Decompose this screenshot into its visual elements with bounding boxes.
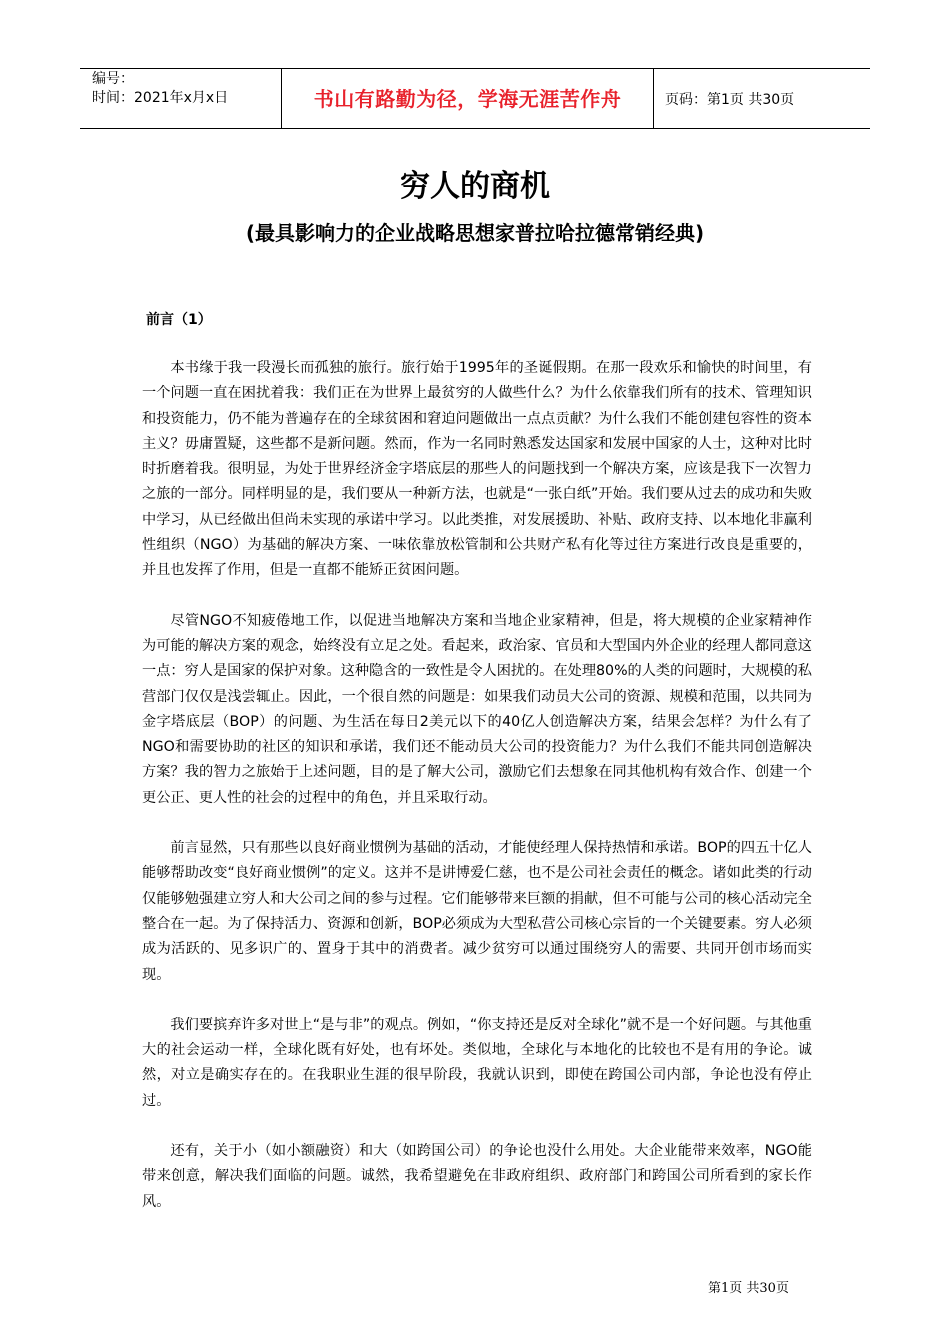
document-subtitle: (最具影响力的企业战略思想家普拉哈拉德常销经典)	[245, 221, 705, 245]
body-paragraph: 我们要摈弃许多对世上“是与非”的观点。例如，“你支持还是反对全球化”就不是一个好问题。与其他重大的社会运动一样，全球化既有好处，也有坏处。类似地，全球化与本地化的比较也不是有用的争论。诚然，对立是确实存在的。在我职业生涯的很早阶段，我就认识到，即使在跨国公司内部，争论也没有停止过。	[142, 1016, 812, 1109]
body-content	[142, 356, 812, 1240]
header-page-info: 页码：第1页 共30页	[665, 92, 795, 108]
header-meta	[92, 70, 228, 108]
header-divider	[653, 68, 654, 128]
header-motto: 书山有路勤为径，学海无涯苦作舟	[313, 87, 622, 111]
body-paragraph: 前言显然，只有那些以良好商业惯例为基础的活动，才能使经理人保持热情和承诺。BOP的四五十亿人能够帮助改变“良好商业惯例”的定义。这并不是讲博爱仁慈，也不是公司社会责任的概念。诸如此类的行动仅能够勉强建立穷人和大公司之间的参与过程。它们能够带来巨额的捐献，但不可能与公司的核心活动完全整合在一起。为了保持活力、资源和创新，BOP必须成为大型私营公司核心宗旨的一个关键要素。穷人必须成为活跃的、见多识广的、置身于其中的消费者。减少贫穷可以通过围绕穷人的需要、共同开创市场而实现。	[142, 840, 812, 983]
footer-page-number: 第1页 共30页	[708, 1281, 789, 1296]
header-number-label: 编号：	[92, 71, 134, 87]
header-time-label: 时间：2021年x月x日	[92, 90, 229, 106]
body-paragraph: 本书缘于我一段漫长而孤独的旅行。旅行始于1995年的圣诞假期。在那一段欢乐和愉快的时间里，有一个问题一直在困扰着我：我们正在为世界上最贫穷的人做些什么？为什么依靠我们所有的技术、管理知识和投资能力，仍不能为普遍存在的全球贫困和窘迫问题做出一点点贡献？为什么我们不能创建包容性的资本主义？毋庸置疑，这些都不是新问题。然而，作为一名同时熟悉发达国家和发展中国家的人士，这种对比时时折磨着我。很明显，为处于世界经济金字塔底层的那些人的问题找到一个解决方案，应该是我下一次智力之旅的一部分。同样明显的是，我们要从一种新方法，也就是“一张白纸”开始。我们要从过去的成功和失败中学习，从已经做出但尚未实现的承诺中学习。以此类推，对发展援助、补贴、政府支持、以本地化非赢利性组织（NGO）为基础的解决方案、一味依靠放松管制和公共财产私有化等过往方案进行改良是重要的，并且也发挥了作用，但是一直都不能矫正贫困问题。	[142, 360, 812, 579]
body-paragraph: 尽管NGO不知疲倦地工作，以促进当地解决方案和当地企业家精神，但是，将大规模的企业家精神作为可能的解决方案的观念，始终没有立足之处。看起来，政治家、官员和大型国内外企业的经理人都同意这一点：穷人是国家的保护对象。这种隐含的一致性是令人困扰的。在处理80%的人类的问题时，大规模的私营部门仅仅是浅尝辄止。因此，一个很自然的问题是：如果我们动员大公司的资源、规模和范围，以共同为金字塔底层（BOP）的问题、为生活在每日2美元以下的40亿人创造解决方案，结果会怎样？为什么有了NGO和需要协助的社区的知识和承诺，我们还不能动员大公司的投资能力？为什么我们不能共同创造解决方案？我的智力之旅始于上述问题，目的是了解大公司，激励它们去想象在同其他机构有效合作、创建一个更公正、更人性的社会的过程中的角色，并且采取行动。	[142, 612, 812, 806]
body-paragraph: 还有，关于小（如小额融资）和大（如跨国公司）的争论也没什么用处。大企业能带来效率，NGO能带来创意，解决我们面临的问题。诚然，我希望避免在非政府组织、政府部门和跨国公司所看到的家长作风。	[142, 1143, 812, 1210]
document-title: 穷人的商机	[400, 169, 550, 204]
header-top-rule	[80, 68, 870, 69]
section-heading: 前言（1）	[146, 312, 212, 328]
header-bottom-rule	[80, 128, 870, 129]
